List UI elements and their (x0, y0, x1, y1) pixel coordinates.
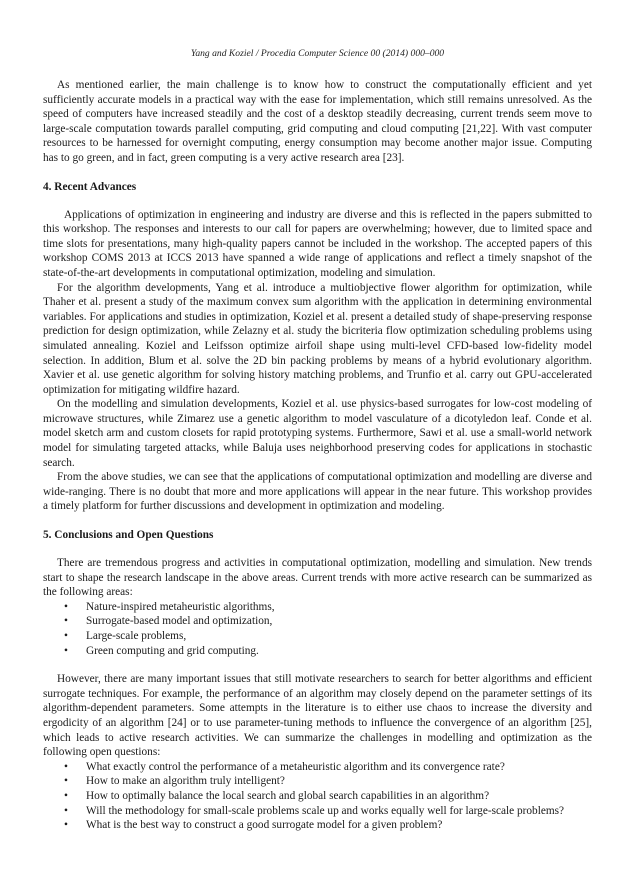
list-item (43, 644, 592, 659)
bullet-icon: • (64, 789, 68, 802)
list-item-text: What is the best way to construct a good surrogate model for a given problem? (86, 819, 443, 832)
list-item (43, 789, 592, 804)
section-5-paragraph-1: There are tremendous progress and activities in computational optimization, modelling and simulation. New trends start to shape the research landscape in the above areas. Current trends with more active research can be summarized as the following areas: (43, 557, 592, 599)
bullet-icon: • (64, 615, 68, 628)
list-item (43, 818, 592, 833)
section-4-paragraph-2: For the algorithm developments, Yang et al. introduce a multiobjective flower algorithm for optimization, while Thaher et al. present a study of the maximum convex sum algorithm with the application in determining environmental variables. For applications and studies in optimization, Koziel et al. present a detailed study of shape-preserving response prediction for design optimization, while Zelazny et al. study the bicriteria flow optimization scheduling problems using simulated annealing. Koziel and Leifsson optimize airfoil shape using multi-level CFD-based low-fidelity model selection. In addition, Blum et al. solve the 2D bin packing problems by means of a hybrid evolutionary algorithm. Xavier et al. use genetic algorithm for solving history matching problems, and Trunfio et al. carry out GPU-accelerated optimization for mitigating wildfire hazard. (43, 281, 592, 396)
section-4-heading: 4. Recent Advances (43, 180, 137, 193)
bullet-icon: • (64, 600, 68, 613)
bullet-icon: • (64, 775, 68, 788)
section-5-paragraph-2: However, there are many important issues that still motivate researchers to search for better algorithms and efficient surrogate techniques. For example, the performance of an algorithm may closely depend on the parameter settings of its algorithm-dependent parameters. Some attempts in the literature is to either use chaos to increase the diversity and ergodicity of an algorithm [24] or to use parameter-tuning methods to influence the convergence of an algorithm [25], which leads to active research activities. We can summarize the challenges in modelling and optimization as the following open questions: (43, 673, 592, 759)
list-item-text: Will the methodology for small-scale problems scale up and works equally well for large-scale problems? (86, 804, 565, 817)
list-item (43, 774, 592, 789)
list-item-text: How to make an algorithm truly intelligent? (86, 775, 285, 788)
list-item (43, 614, 592, 629)
bullet-icon: • (64, 804, 68, 817)
intro-paragraph: As mentioned earlier, the main challenge is to know how to construct the computationally efficient and yet sufficiently accurate models in a practical way with the ease for implementation, which still remains unresolved. As the speed of computers have increased steadily and the cost of a desktop steadily decreasing, current trends seem move to large-scale computation towards parallel computing, grid computing and cloud computing [21,22]. With vast computer resources to be harnessed for overnight computing, energy consumption may become another major issue. Computing has to go green, and in fact, green computing is a very active research area [23]. (43, 79, 592, 164)
bullet-icon: • (64, 644, 68, 657)
bullet-icon: • (64, 760, 68, 773)
list-item (43, 600, 592, 615)
open-questions-list (43, 760, 592, 833)
list-item (43, 804, 592, 819)
trends-list (43, 600, 592, 658)
list-item-text: Green computing and grid computing. (86, 644, 259, 657)
section-4-paragraph-4: From the above studies, we can see that the applications of computational optimization and modelling are diverse and wide-ranging. There is no doubt that more and more applications will appear in the near future. This workshop provides a timely platform for further discussions and development in optimization and modeling. (43, 471, 592, 513)
bullet-icon: • (64, 630, 68, 642)
list-item (43, 629, 592, 644)
running-header: Yang and Koziel / Procedia Computer Science 00 (2014) 000–000 (190, 48, 445, 59)
spacer (43, 658, 592, 672)
section-5-heading: 5. Conclusions and Open Questions (43, 529, 214, 542)
list-item-text: Large-scale problems, (86, 630, 187, 642)
section-4-paragraph-3: On the modelling and simulation developments, Koziel et al. use physics-based surrogates for low-cost modeling of microwave structures, while Zimarez use a genetic algorithm to model vasculature of a dicotyledon leaf. Conde et al. model sketch arm and custom closets for rapid prototyping systems. Furthermore, Sawi et al. use a small-world network model for simulating targeted attacks, while Baluja uses neighborhood preserving codes for applications in stochastic search. (43, 398, 592, 469)
list-item-text: Surrogate-based model and optimization, (86, 615, 273, 628)
paper-page (43, 48, 592, 833)
list-item-text: How to optimally balance the local search and global search capabilities in an algorithm? (86, 789, 490, 802)
bullet-icon: • (64, 819, 68, 832)
list-item-text: Nature-inspired metaheuristic algorithms, (86, 600, 275, 613)
list-item-text: What exactly control the performance of a metaheuristic algorithm and its convergence rate? (86, 760, 505, 773)
list-item (43, 760, 592, 775)
section-4-paragraph-1: Applications of optimization in engineering and industry are diverse and this is reflected in the papers submitted to this workshop. The responses and interests to our call for papers are overwhelming; however, due to limited space and time slots for presentations, many high-quality papers cannot be included in the workshop. The accepted papers of this workshop COMS 2013 at ICCS 2013 have spanned a wide range of applications and reflect a timely snapshot of the state-of-the-art developments in computational optimization, modeling and simulation. (43, 208, 592, 279)
